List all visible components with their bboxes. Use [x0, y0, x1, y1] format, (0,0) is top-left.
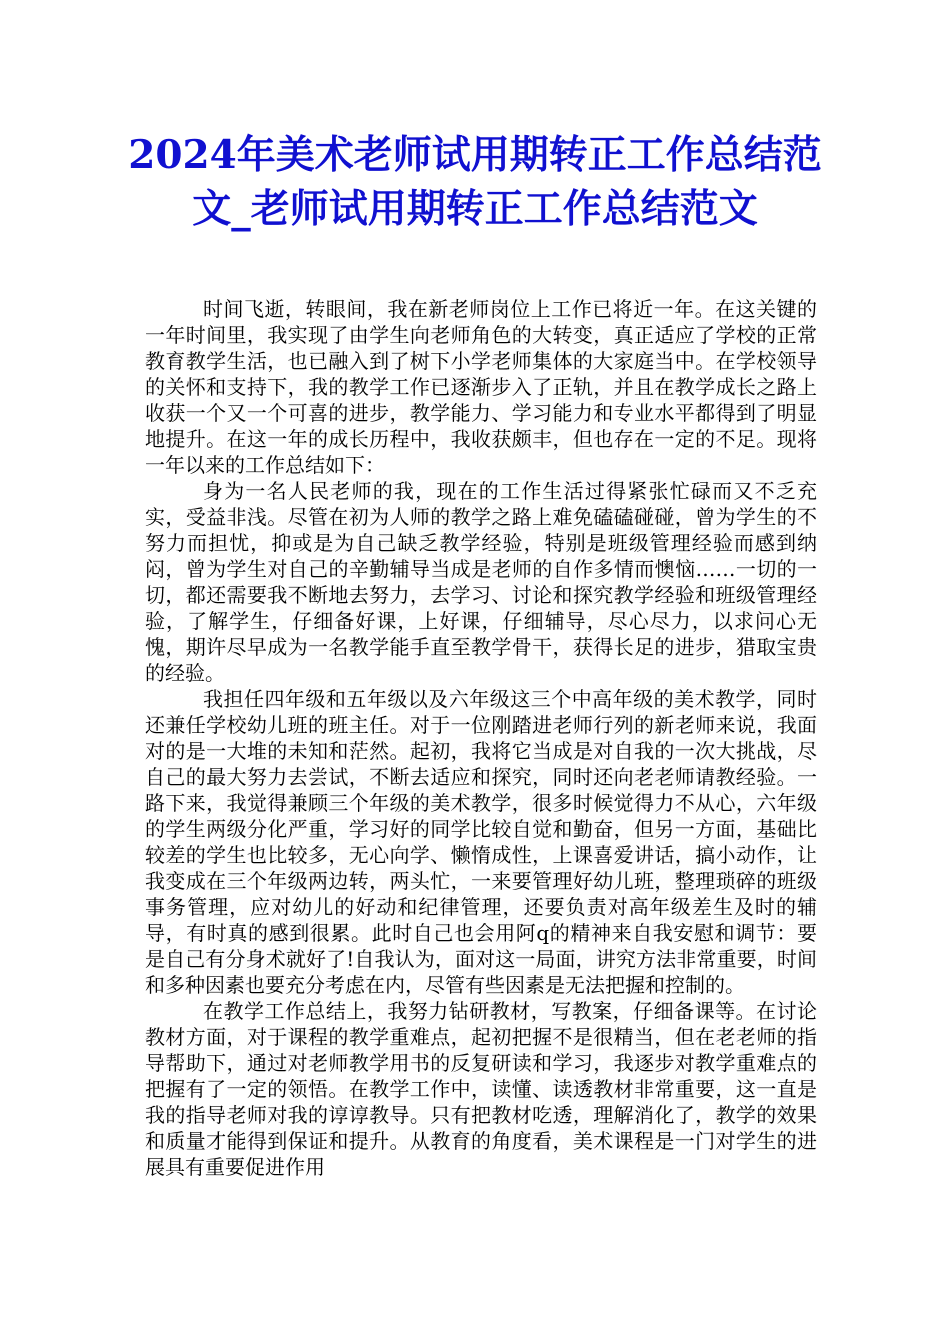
paragraph-reflection: 身为一名人民老师的我，现在的工作生活过得紧张忙碌而又不乏充实，受益非浅。尽管在初为人师的教学之路上难免磕磕碰碰，曾为学生的不努力而担忧，抑或是为自己缺乏教学经验，特别是班级管理经验而感到纳闷，曾为学生对自己的辛勤辅导当成是老师的自作多情而懊恼……一切的一切，都还需要我不断地去努力，去学习、讨论和探究教学经验和班级管理经验，了解学生，仔细备好课，上好课，仔细辅导，尽心尽力，以求问心无愧，期许尽早成为一名教学能手直至教学骨干，获得长足的进步，猎取宝贵的经验。 — [145, 479, 817, 685]
paragraph-teaching-duties: 我担任四年级和五年级以及六年级这三个中高年级的美术教学，同时还兼任学校幼儿班的班主任。对于一位刚踏进老师行列的新老师来说，我面对的是一大堆的未知和茫然。起初，我将它当成是对自我的一次大挑战，尽自己的最大努力去尝试，不断去适应和探究，同时还向老老师请教经验。一路下来，我觉得兼顾三个年级的美术教学，很多时候觉得力不从心，六年级的学生两级分化严重，学习好的同学比较自觉和勤奋，但另一方面，基础比较差的学生也比较多，无心向学、懒惰成性，上课喜爱讲话，搞小动作，让我变成在三个年级两边转，两头忙，一来要管理好幼儿班，整理琐碎的班级事务管理，应对幼儿的好动和纪律管理，还要负责对高年级差生及时的辅导，有时真的感到很累。此时自己也会用阿q的精神来自我安慰和调节：要是自己有分身术就好了!自我认为，面对这一局面，讲究方法非常重要，时间和多种因素也要充分考虑在内，尽管有些因素是无法把握和控制的。 — [145, 687, 817, 997]
paragraph-lesson-preparation: 在教学工作总结上，我努力钻研教材，写教案，仔细备课等。在讨论教材方面，对于课程的教学重难点，起初把握不是很精当，但在老老师的指导帮助下，通过对老师教学用书的反复研读和学习，我逐步对教学重难点的把握有了一定的领悟。在教学工作中，读懂、读透教材非常重要，这一直是我的指导老师对我的谆谆教导。只有把教材吃透，理解消化了，教学的效果和质量才能得到保证和提升。从教育的角度看，美术课程是一门对学生的进展具有重要促进作用 — [145, 999, 817, 1179]
document-title: 2024年美术老师试用期转正工作总结范文_老师试用期转正工作总结范文 — [128, 132, 822, 232]
paragraph-intro: 时间飞逝，转眼间，我在新老师岗位上工作已将近一年。在这关键的一年时间里，我实现了由学生向老师角色的大转变，真正适应了学校的正常教育教学生活，也已融入到了树下小学老师集体的大家庭当中。在学校领导的关怀和支持下，我的教学工作已逐渐步入了正轨，并且在教学成长之路上收获一个又一个可喜的进步，教学能力、学习能力和专业水平都得到了明显地提升。在这一年的成长历程中，我收获颇丰，但也存在一定的不足。现将一年以来的工作总结如下： — [145, 297, 817, 477]
document-body — [145, 296, 817, 1180]
